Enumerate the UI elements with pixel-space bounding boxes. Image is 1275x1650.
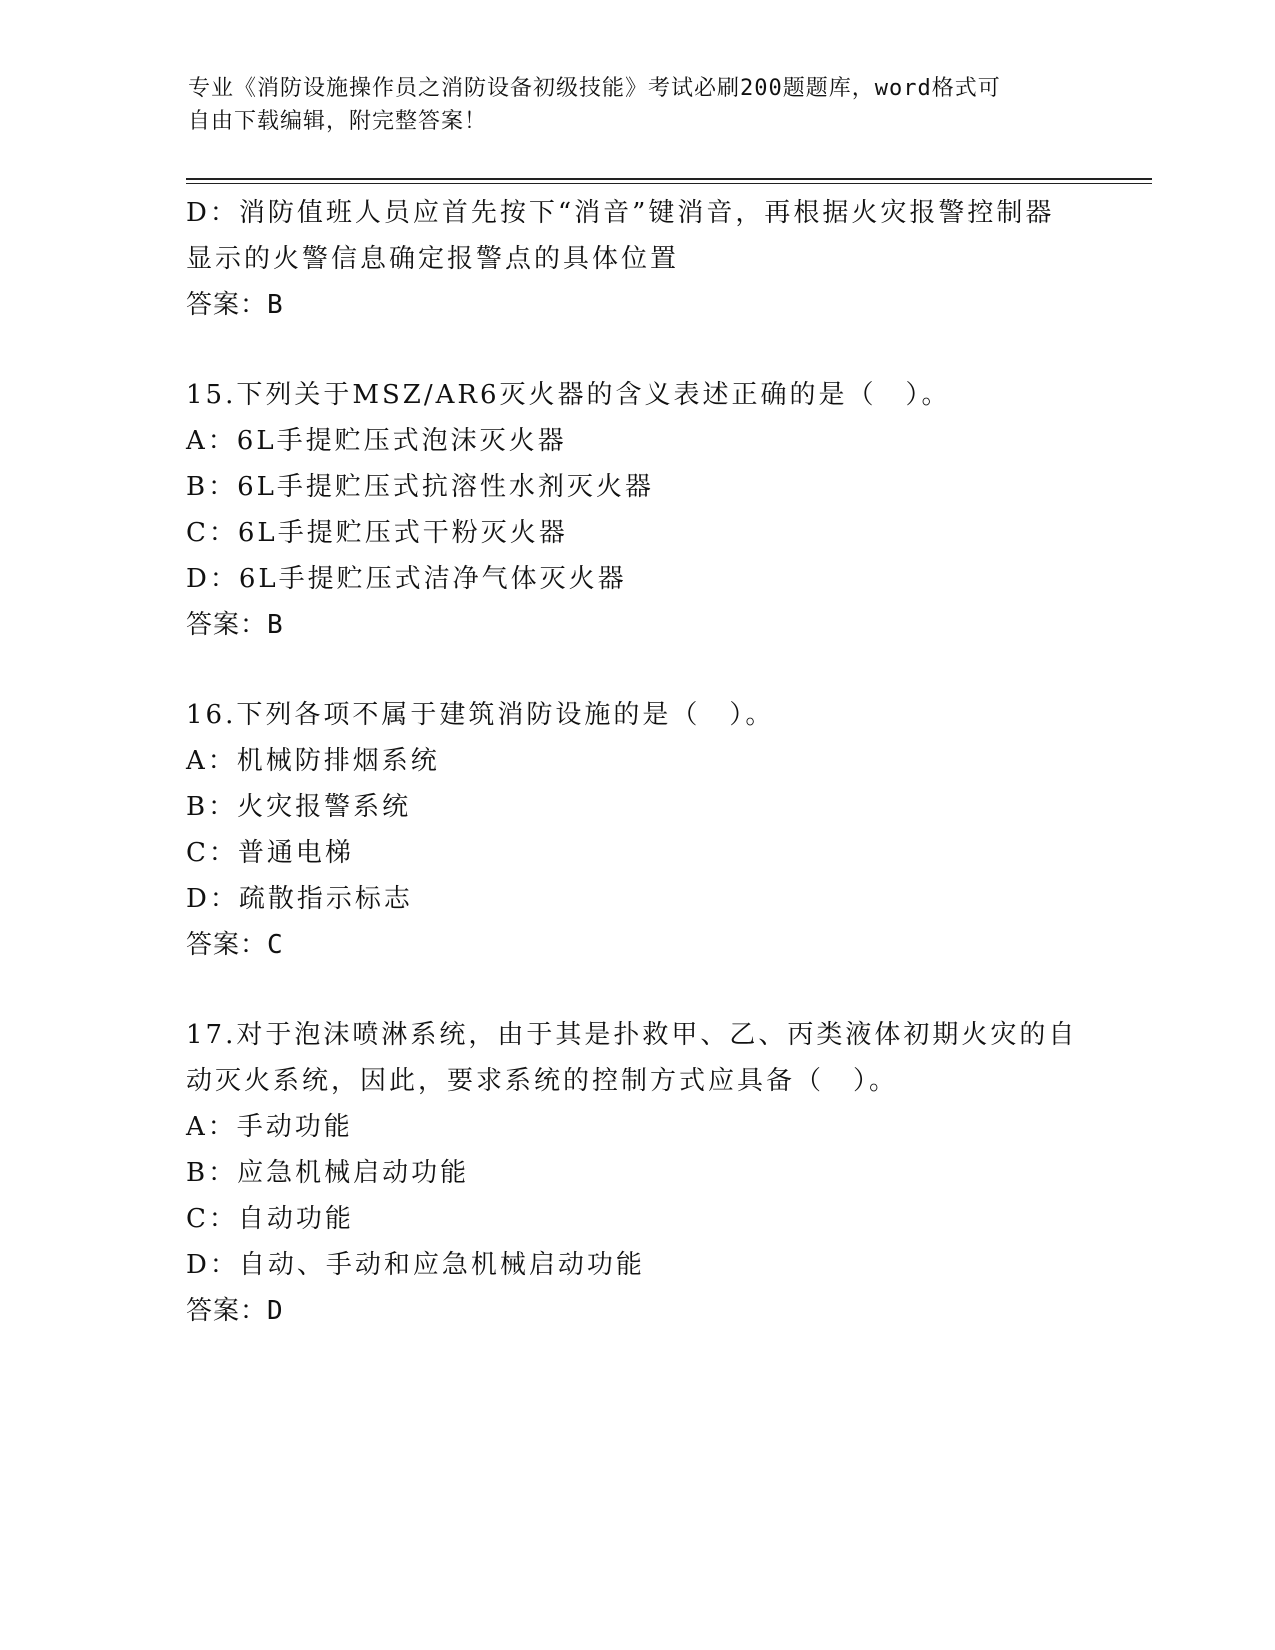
spacer	[186, 648, 1086, 692]
header-divider-thin	[186, 183, 1152, 184]
spacer	[186, 968, 1086, 1012]
option-d: D：自动、手动和应急机械启动功能	[186, 1250, 645, 1280]
option-b: B：应急机械启动功能	[186, 1158, 470, 1188]
document-header	[188, 72, 1068, 138]
question-text: 17.对于泡沫喷淋系统，由于其是扑救甲、乙、丙类液体初期火灾的自	[186, 1020, 1078, 1050]
option-a: A：6L手提贮压式泡沫灭火器	[186, 426, 567, 456]
option-c: C：普通电梯	[186, 838, 354, 868]
answer-line: 答案：B	[186, 290, 284, 320]
question-text-continued: 动灭火系统，因此，要求系统的控制方式应具备（ ）。	[186, 1066, 899, 1096]
header-line-1: 专业《消防设施操作员之消防设备初级技能》考试必刷200题题库，word格式可	[188, 76, 1001, 101]
option-d: D：6L手提贮压式洁净气体灭火器	[186, 564, 627, 594]
option-b: B：火灾报警系统	[186, 792, 412, 822]
answer-line: 答案：D	[186, 1296, 284, 1326]
option-c: C：自动功能	[186, 1204, 354, 1234]
question-text: 16.下列各项不属于建筑消防设施的是（ ）。	[186, 700, 775, 730]
spacer	[186, 328, 1086, 372]
option-a: A：手动功能	[186, 1112, 353, 1142]
option-d-continued: 显示的火警信息确定报警点的具体位置	[186, 244, 680, 274]
question-17	[186, 1012, 1086, 1334]
answer-line: 答案：B	[186, 610, 284, 640]
option-d: D：疏散指示标志	[186, 884, 413, 914]
previous-question-tail	[186, 190, 1086, 328]
question-15	[186, 372, 1086, 648]
option-a: A：机械防排烟系统	[186, 746, 440, 776]
answer-line: 答案：C	[186, 930, 284, 960]
question-16	[186, 692, 1086, 968]
option-b: B：6L手提贮压式抗溶性水剂灭火器	[186, 472, 654, 502]
question-text: 15.下列关于MSZ/AR6灭火器的含义表述正确的是（ ）。	[186, 380, 951, 410]
header-divider-thick	[186, 178, 1152, 180]
document-body	[186, 190, 1086, 1334]
header-line-2: 自由下载编辑，附完整答案！	[188, 109, 488, 134]
option-d: D：消防值班人员应首先按下“消音”键消音，再根据火灾报警控制器	[186, 198, 1055, 228]
option-c: C：6L手提贮压式干粉灭火器	[186, 518, 568, 548]
